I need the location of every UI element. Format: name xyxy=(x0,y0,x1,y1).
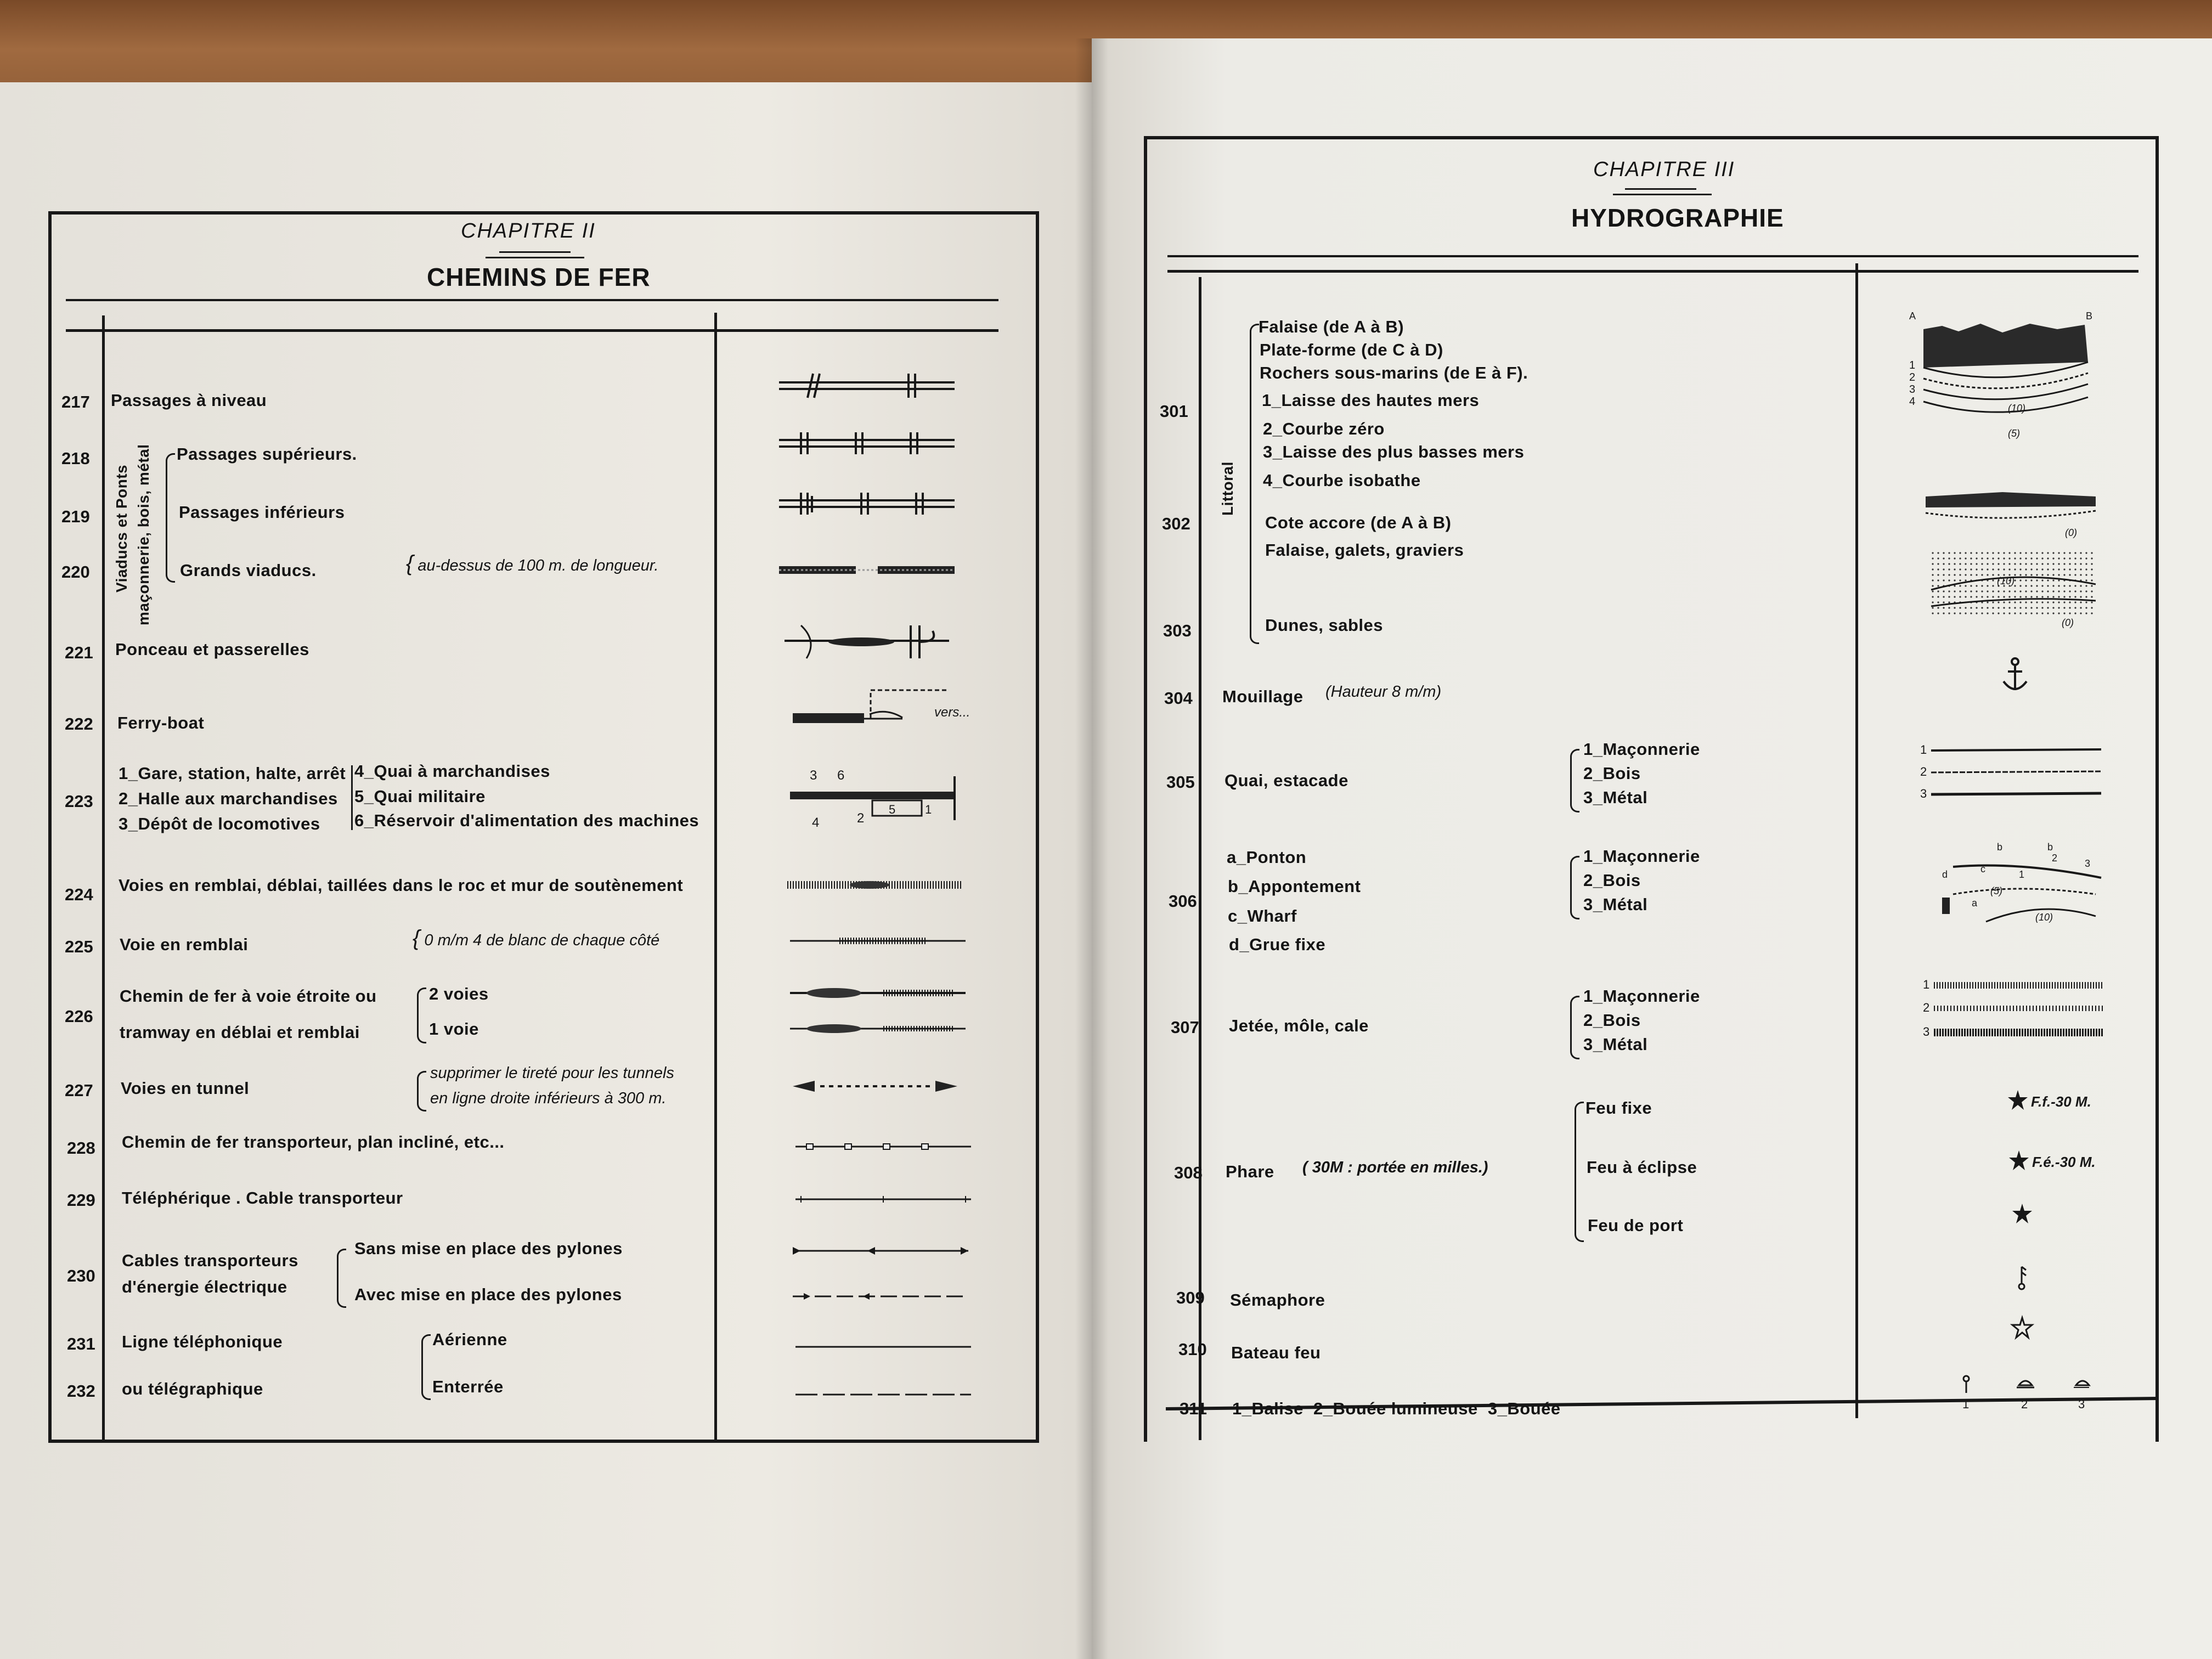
right-chapter-title: HYDROGRAPHIE xyxy=(1571,204,1784,232)
option-brace xyxy=(421,1334,431,1400)
viaducs-brace xyxy=(166,453,175,583)
row-number: 217 xyxy=(61,392,90,411)
row-option: Feu à éclipse xyxy=(1587,1158,1697,1177)
gare-list-item: 1_Gare, station, halte, arrêt xyxy=(119,764,346,783)
littoral-line: 3_Laisse des plus basses mers xyxy=(1263,442,1525,461)
row-number: 303 xyxy=(1163,621,1192,640)
row-option: Aérienne xyxy=(432,1330,507,1349)
row-label: ou télégraphique xyxy=(122,1379,263,1398)
svg-text:6: 6 xyxy=(837,768,845,783)
option-brace xyxy=(1570,856,1579,919)
row-item: b_Appontement xyxy=(1228,877,1361,896)
gare-list-item: 6_Réservoir d'alimentation des machines xyxy=(354,811,699,830)
station-symbol xyxy=(790,765,966,831)
harbour-light-icon xyxy=(2012,1203,2034,1224)
svg-text:F.f.-30 M.: F.f.-30 M. xyxy=(2031,1093,2091,1110)
row-label: Passages à niveau xyxy=(111,391,267,410)
row-option: Sans mise en place des pylones xyxy=(354,1239,623,1258)
culvert-symbol xyxy=(785,620,955,664)
littoral-line: Dunes, sables xyxy=(1265,616,1383,635)
row-note: supprimer le tireté pour les tunnels xyxy=(430,1064,674,1082)
power-cable-symbol xyxy=(793,1243,968,1314)
row-option: Enterrée xyxy=(432,1377,504,1396)
svg-text:b: b xyxy=(2047,842,2053,853)
row-label: Voies en remblai, déblai, taillées dans le roc et mur de soutènement xyxy=(119,876,684,895)
row-label: Sémaphore xyxy=(1230,1290,1325,1310)
narrow-gauge-symbol xyxy=(790,985,966,1045)
row-label: Quai, estacade xyxy=(1224,771,1348,790)
row-label: Chemin de fer à voie étroite ou xyxy=(120,986,377,1006)
svg-text:2: 2 xyxy=(2052,853,2058,864)
row-label: Bateau feu xyxy=(1231,1343,1321,1362)
row-label: Phare xyxy=(1226,1162,1274,1181)
note-brace xyxy=(417,1071,426,1111)
svg-text:2: 2 xyxy=(1923,1001,1930,1014)
row-label: 1_Balise 2_Bouée lumineuse 3_Bouée xyxy=(1232,1399,1561,1418)
svg-text:5: 5 xyxy=(889,803,896,816)
gare-list-item: 2_Halle aux marchandises xyxy=(119,789,338,808)
row-number: 226 xyxy=(65,1007,93,1026)
row-label: Chemin de fer transporteur, plan incliné, etc... xyxy=(122,1132,505,1152)
row-label: Voies en tunnel xyxy=(121,1079,250,1098)
littoral-line: Rochers sous-marins (de E à F). xyxy=(1260,363,1528,382)
right-chapter-underline xyxy=(1613,194,1712,195)
viaduct-symbol xyxy=(779,560,955,582)
row-number: 309 xyxy=(1176,1288,1205,1307)
svg-text:3: 3 xyxy=(1909,383,1916,396)
row-option: 1_Maçonnerie xyxy=(1583,740,1700,759)
svg-text:3: 3 xyxy=(1920,787,1927,800)
littoral-line: Falaise (de A à B) xyxy=(1259,317,1404,336)
row-label: Passages supérieurs. xyxy=(177,444,357,464)
right-chapter-label: CHAPITRE III xyxy=(1593,158,1735,181)
littoral-label: Littoral xyxy=(1219,461,1236,516)
right-chapter-underline xyxy=(1625,188,1696,190)
right-header-rule xyxy=(1167,270,2138,273)
svg-text:3: 3 xyxy=(810,768,817,783)
littoral-line: 1_Laisse des hautes mers xyxy=(1262,391,1480,410)
littoral-line: Falaise, galets, graviers xyxy=(1265,540,1464,560)
row-option: 3_Métal xyxy=(1583,1035,1648,1054)
svg-text:4: 4 xyxy=(1909,396,1916,408)
row-number: 302 xyxy=(1162,514,1190,533)
level-crossing-symbol xyxy=(779,370,955,403)
row-number: 222 xyxy=(65,714,93,733)
row-option: 1 voie xyxy=(429,1019,479,1039)
svg-text:2: 2 xyxy=(1920,765,1927,778)
row-label: Ponceau et passerelles xyxy=(115,640,309,659)
anchor-icon xyxy=(2001,657,2029,696)
option-brace xyxy=(1575,1102,1584,1242)
option-brace xyxy=(337,1249,346,1308)
cliff-symbol xyxy=(1909,307,2096,444)
svg-text:(0): (0) xyxy=(2062,617,2074,628)
svg-text:b: b xyxy=(1997,842,2003,853)
svg-text:(0): (0) xyxy=(2065,527,2077,538)
littoral-line: 2_Courbe zéro xyxy=(1263,419,1385,438)
row-number: 219 xyxy=(61,507,90,526)
littoral-line: 4_Courbe isobathe xyxy=(1263,471,1421,490)
svg-text:F.é.-30 M.: F.é.-30 M. xyxy=(2032,1154,2096,1170)
row-note: { au-dessus de 100 m. de longueur. xyxy=(406,551,659,575)
svg-text:4: 4 xyxy=(812,815,820,830)
row-number: 224 xyxy=(65,885,93,904)
underground-line-symbol xyxy=(795,1389,971,1400)
right-header-rule xyxy=(1167,255,2138,257)
row-label: Ferry-boat xyxy=(117,713,205,732)
row-option: Feu fixe xyxy=(1585,1098,1652,1118)
svg-text:2: 2 xyxy=(1909,371,1916,383)
svg-text:(5): (5) xyxy=(1990,885,2002,896)
row-item: a_Ponton xyxy=(1227,848,1307,867)
row-label: Voie en remblai xyxy=(120,935,249,954)
row-number: 231 xyxy=(67,1334,95,1353)
aerial-line-symbol xyxy=(795,1341,971,1352)
book-gutter xyxy=(1075,38,1108,1659)
svg-text:(10): (10) xyxy=(1997,575,2015,586)
svg-text:1: 1 xyxy=(1909,359,1916,371)
row-number: 227 xyxy=(65,1081,93,1100)
row-number: 307 xyxy=(1171,1018,1199,1037)
gare-list-item: 5_Quai militaire xyxy=(354,787,486,806)
embankment-symbol xyxy=(787,877,963,893)
quay-symbol xyxy=(1920,742,2107,802)
lighthouse-flashing-icon xyxy=(2009,1149,2119,1175)
jetty-symbol xyxy=(1923,977,2109,1042)
row-option: 2_Bois xyxy=(1583,764,1641,783)
svg-text:a: a xyxy=(1972,898,1978,909)
row-option: 2_Bois xyxy=(1583,871,1641,890)
row-option: 3_Métal xyxy=(1583,895,1648,914)
svg-text:1: 1 xyxy=(925,803,932,816)
row-note: { 0 m/m 4 de blanc de chaque côté xyxy=(413,926,660,950)
row-label: Mouillage xyxy=(1222,687,1304,706)
svg-text:3: 3 xyxy=(1923,1025,1930,1039)
row-label: tramway en déblai et remblai xyxy=(120,1023,360,1042)
row-item: c_Wharf xyxy=(1228,906,1297,926)
row-option: 2_Bois xyxy=(1583,1011,1641,1030)
row-label: Téléphérique . Cable transporteur xyxy=(122,1188,403,1207)
row-number: 220 xyxy=(61,562,90,582)
row-number: 304 xyxy=(1164,689,1193,708)
row-option: Avec mise en place des pylones xyxy=(354,1285,622,1304)
svg-text:(10): (10) xyxy=(2008,403,2026,414)
underpass-symbol xyxy=(779,488,955,521)
lighthouse-fixed-icon xyxy=(2008,1089,2118,1114)
row-number: 225 xyxy=(65,937,93,956)
buoy-icons xyxy=(1959,1374,2090,1413)
row-note: (Hauteur 8 m/m) xyxy=(1325,683,1442,701)
svg-text:vers...: vers... xyxy=(934,705,970,720)
row-number: 223 xyxy=(65,792,93,811)
svg-text:c: c xyxy=(1980,864,1985,874)
overpass-symbol xyxy=(779,428,955,461)
left-symbol-column-rule xyxy=(714,313,717,1443)
littoral-line: Cote accore (de A à B) xyxy=(1265,513,1452,532)
lightship-icon xyxy=(2012,1317,2034,1339)
svg-text:B: B xyxy=(2086,311,2093,321)
row-number: 308 xyxy=(1174,1163,1203,1182)
dunes-symbol xyxy=(1926,551,2101,628)
row-number: 301 xyxy=(1160,402,1188,421)
left-header-rule xyxy=(66,329,998,332)
row-label: Passages inférieurs xyxy=(179,503,345,522)
right-number-column-rule xyxy=(1199,277,1201,1440)
viaducs-group-label: Viaducs et Ponts xyxy=(113,464,130,592)
embankment-track-symbol xyxy=(790,933,966,949)
row-number: 232 xyxy=(67,1381,95,1401)
row-number: 230 xyxy=(67,1266,95,1285)
row-option: 1_Maçonnerie xyxy=(1583,986,1700,1006)
row-number: 310 xyxy=(1178,1340,1207,1359)
option-brace xyxy=(417,988,426,1043)
svg-text:1: 1 xyxy=(1962,1397,1970,1411)
row-label: Grands viaducs. xyxy=(180,561,317,580)
littoral-brace xyxy=(1250,324,1259,644)
row-item: d_Grue fixe xyxy=(1229,935,1326,954)
row-number: 228 xyxy=(67,1138,95,1158)
option-brace xyxy=(1570,996,1579,1059)
row-note: en ligne droite inférieurs à 300 m. xyxy=(430,1090,667,1107)
semaphore-icon xyxy=(2016,1265,2027,1292)
gare-col-divider xyxy=(351,765,353,830)
ferry-symbol xyxy=(793,686,970,741)
left-chapter-title: CHEMINS DE FER xyxy=(427,263,651,291)
svg-text:1: 1 xyxy=(1923,978,1930,991)
option-brace xyxy=(1570,749,1579,812)
left-header-rule xyxy=(66,299,998,301)
svg-text:2: 2 xyxy=(2021,1397,2028,1411)
row-label: d'énergie électrique xyxy=(122,1277,287,1296)
row-number: 229 xyxy=(67,1190,95,1210)
left-chapter-underline xyxy=(486,257,584,258)
row-number: 218 xyxy=(61,449,90,468)
gare-list-item: 4_Quai à marchandises xyxy=(354,761,550,781)
svg-text:(5): (5) xyxy=(2008,428,2020,439)
cable-car-symbol xyxy=(795,1194,971,1205)
funicular-symbol xyxy=(795,1141,971,1152)
svg-text:2: 2 xyxy=(857,811,865,826)
littoral-line: Plate-forme (de C à D) xyxy=(1260,340,1443,359)
steep-coast-symbol xyxy=(1920,464,2101,546)
row-number: 306 xyxy=(1169,891,1197,911)
svg-text:1: 1 xyxy=(2019,869,2025,880)
svg-text:3: 3 xyxy=(2085,858,2091,869)
row-number: 311 xyxy=(1180,1399,1207,1418)
row-label: Cables transporteurs xyxy=(122,1251,298,1270)
viaducs-group-label-2: maçonnerie, bois, métal xyxy=(135,444,152,625)
row-option: 1_Maçonnerie xyxy=(1583,847,1700,866)
svg-text:d: d xyxy=(1942,869,1948,880)
row-number: 305 xyxy=(1166,772,1195,792)
row-option: Feu de port xyxy=(1588,1216,1684,1235)
svg-text:A: A xyxy=(1909,311,1916,321)
row-number: 221 xyxy=(65,643,93,662)
tunnel-symbol xyxy=(793,1075,963,1097)
left-chapter-label: CHAPITRE II xyxy=(461,219,596,242)
row-label: Ligne téléphonique xyxy=(122,1332,283,1351)
row-option: 3_Métal xyxy=(1583,788,1648,807)
row-label: Jetée, môle, cale xyxy=(1229,1016,1369,1035)
svg-text:(10): (10) xyxy=(2035,912,2053,923)
left-number-column-rule xyxy=(102,315,105,1443)
row-option: 2 voies xyxy=(429,984,489,1003)
right-symbol-column-rule xyxy=(1855,263,1858,1418)
row-note: ( 30M : portée en milles.) xyxy=(1302,1159,1488,1176)
svg-text:1: 1 xyxy=(1920,743,1927,757)
left-chapter-underline xyxy=(499,251,571,253)
gare-list-item: 3_Dépôt de locomotives xyxy=(119,814,320,833)
pontoon-symbol xyxy=(1931,839,2107,944)
svg-text:3: 3 xyxy=(2078,1397,2085,1411)
